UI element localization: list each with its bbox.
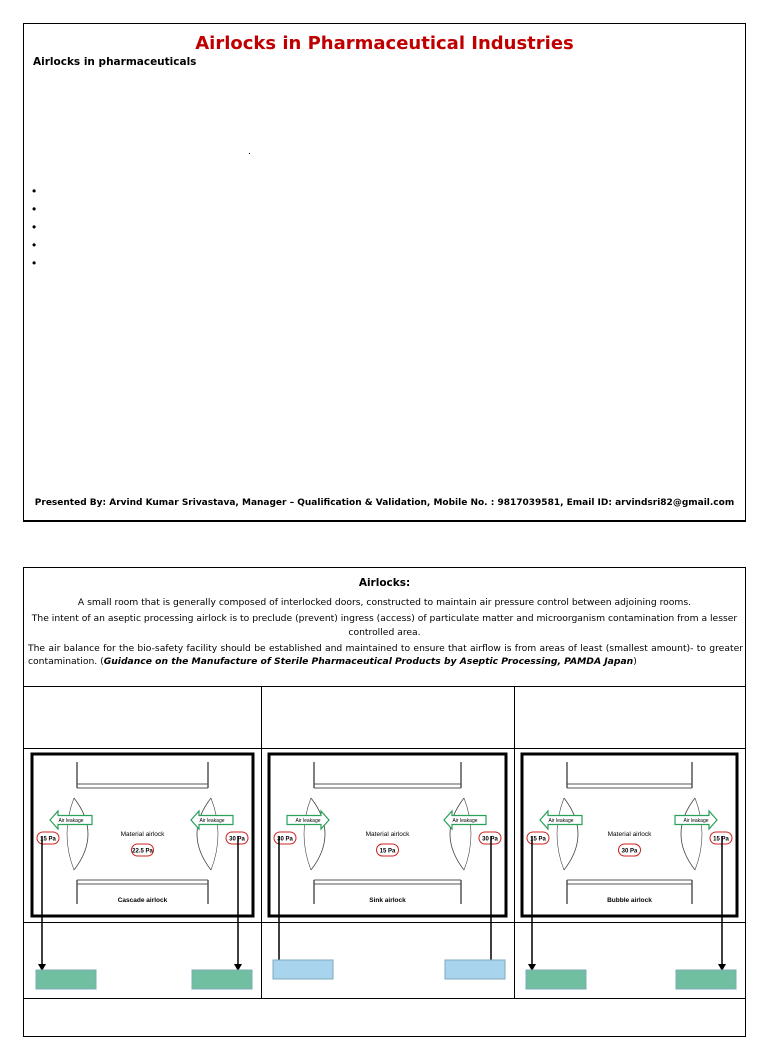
bullet-list [32,182,36,272]
air-balance-paragraph [28,642,743,668]
bullet-item: • [32,238,37,252]
pressure-value: 30 Pa [621,848,638,855]
paragraph-text: The air balance for the bio-safety facility should be established and maintained to ensure that airflow is from areas of least (smallest amount)- to greater contamination. ( [28,643,743,667]
page-subtitle: Airlocks in pharmaceuticals [33,56,197,68]
outcome-box [526,970,586,989]
air-leakage-label: Air leakage [199,818,225,824]
slide-2 [23,567,746,1037]
stray-dot: . [248,146,251,157]
pressure-value: 30 Pa [277,836,293,843]
row-rule [24,998,745,999]
page-title: Airlocks in Pharmaceutical Industries [195,33,574,54]
pressure-value: 30 Pa [229,836,245,843]
pressure-value: 15 Pa [379,848,396,855]
bullet-item: • [32,220,37,234]
guidance-reference: Guidance on the Manufacture of Sterile Pharmaceutical Products by Aseptic Processing, PAMDA Japan [103,656,634,667]
material-airlock-label: Material airlock [607,831,652,838]
airlock-type-label: Cascade airlock [117,897,168,904]
airlock-diagram-1 [32,754,253,989]
pressure-value: 30 Pa [482,836,498,843]
bullet-item: • [32,256,37,270]
outcome-box [192,970,252,989]
outcome-box [36,970,96,989]
airlock-diagrams [24,748,745,998]
material-airlock-label: Material airlock [120,831,165,838]
presenter-footer: Presented By: Arvind Kumar Srivastava, Manager – Qualification & Validation, Mobile No. : 9817039581, Email ID: arvindsri82@gmail.com [34,498,735,508]
table-top-rule [24,686,745,687]
air-leakage-label: Air leakage [295,818,321,824]
airlock-type-label: Bubble airlock [607,897,652,904]
paragraph-close: ) [633,656,637,667]
airlocks-heading: Airlocks: [358,577,411,589]
pressure-value: 15 Pa [713,836,729,843]
intent-line-cont: controlled area. [348,627,421,638]
material-airlock-label: Material airlock [365,831,410,838]
outcome-box [273,960,333,979]
pressure-value: 22.5 Pa [132,848,153,855]
bullet-item: • [32,184,37,198]
bullet-item: • [32,202,37,216]
airlock-diagram-3 [522,754,737,989]
outcome-box [445,960,505,979]
pressure-value: 15 Pa [40,836,56,843]
air-leakage-label: Air leakage [683,818,709,824]
air-leakage-label: Air leakage [548,818,574,824]
airlock-type-label: Sink airlock [369,897,406,904]
airlock-diagram-2 [269,754,506,979]
intent-line: The intent of an aseptic processing airlock is to preclude (prevent) ingress (access) of particulate matter and microorganism contamination from a lesser [31,613,738,624]
outcome-box [676,970,736,989]
air-leakage-label: Air leakage [58,818,84,824]
slide-1 [23,23,746,522]
definition-line: A small room that is generally composed of interlocked doors, constructed to maintain air pressure control between adjoining rooms. [77,597,692,608]
pressure-value: 15 Pa [530,836,546,843]
air-leakage-label: Air leakage [452,818,478,824]
